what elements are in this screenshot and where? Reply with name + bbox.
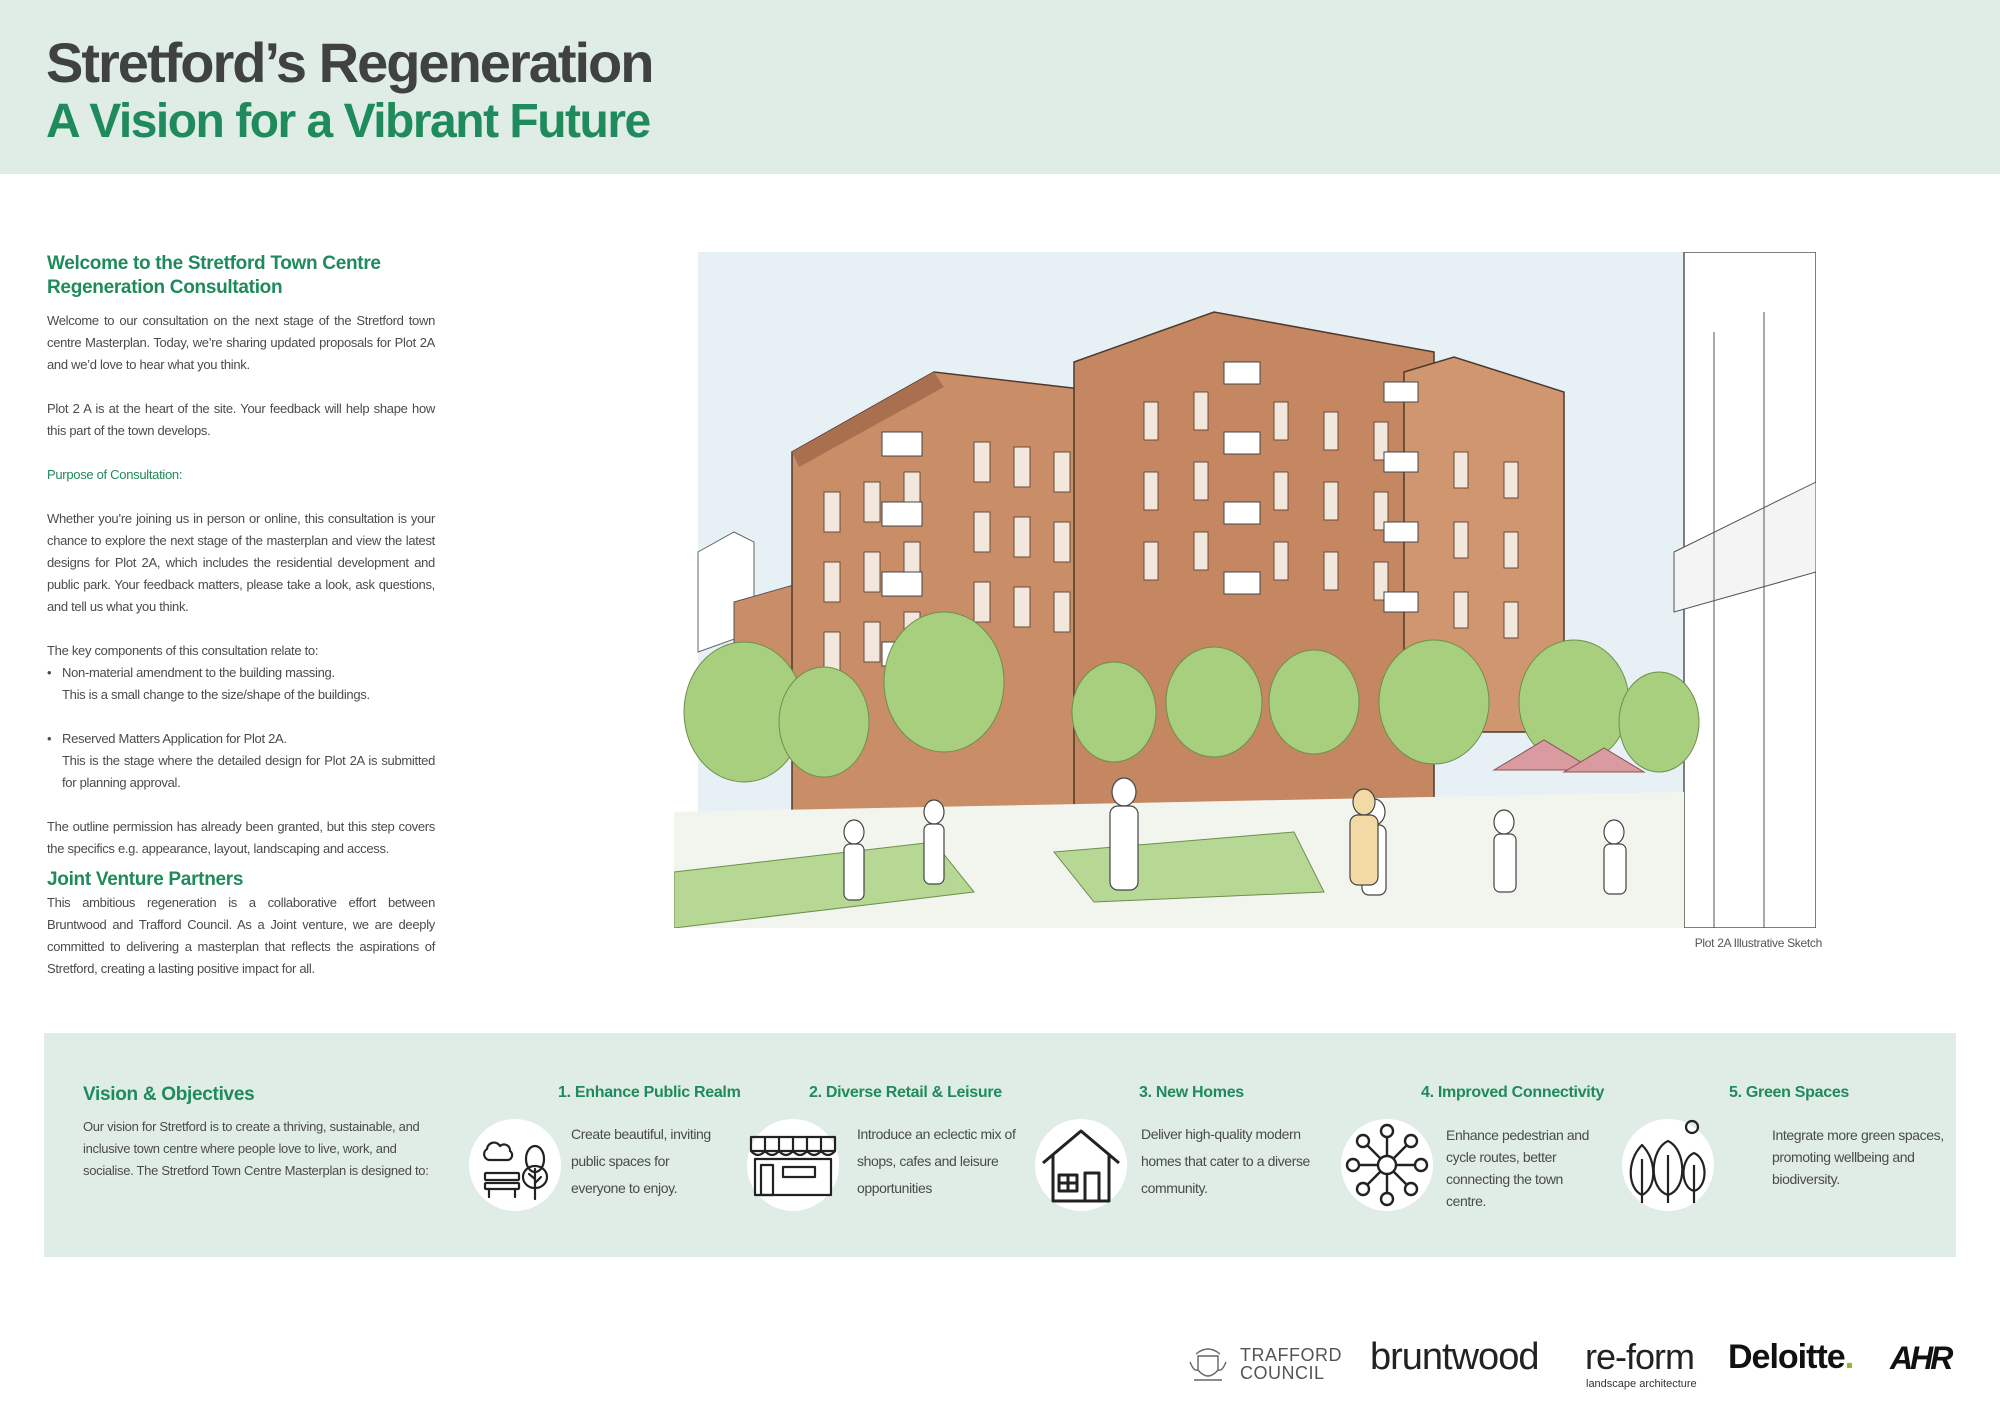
- network-hub-icon: [1341, 1119, 1433, 1211]
- trees-icon: [1622, 1119, 1714, 1211]
- objective-title: 3. New Homes: [1139, 1084, 1244, 1101]
- objective-title: 5. Green Spaces: [1729, 1084, 1850, 1101]
- intro-paragraph-3: Whether you’re joining us in person or online, this consultation is your chance to explore the next stage of the masterplan and view the latest designs for Plot 2A, which includes the residential development and public park. Your feedback matters, please take a look, ask questions, and tell us what you think.: [47, 511, 435, 614]
- intro-column: [47, 252, 435, 980]
- bullet-item: [47, 662, 435, 706]
- bullet-title: • Non-material amendment to the building massing.: [62, 665, 335, 680]
- objective-text: Integrate more green spaces, promoting wellbeing and biodiversity.: [1772, 1127, 1944, 1187]
- trafford-council-logo: [1240, 1346, 1342, 1382]
- shopfront-icon: [747, 1119, 839, 1211]
- objective-text: Enhance pedestrian and cycle routes, better connecting the town centre.: [1446, 1127, 1589, 1209]
- deloitte-logo: [1728, 1338, 1853, 1377]
- objective-text: Deliver high-quality modern homes that cater to a diverse community.: [1141, 1126, 1310, 1196]
- page-subtitle: A Vision for a Vibrant Future: [46, 95, 650, 148]
- objective-text: Introduce an eclectic mix of shops, cafes and leisure opportunities: [857, 1126, 1016, 1196]
- deloitte-logo-dot: .: [1844, 1338, 1854, 1376]
- vision-block: [83, 1084, 433, 1182]
- components-intro: The key components of this consultation relate to:: [47, 643, 319, 658]
- intro-paragraph-1: Welcome to our consultation on the next stage of the Stretford town centre Masterplan. Today, we’re sharing updated proposals for Plot 2A and we’d love to hear what you think.: [47, 313, 435, 372]
- bullet-title: • Reserved Matters Application for Plot 2A.: [62, 731, 287, 746]
- reform-logo-subtitle: landscape architecture: [1586, 1378, 1697, 1390]
- objective-title: 1. Enhance Public Realm: [558, 1084, 741, 1101]
- objective-title: 2. Diverse Retail & Leisure: [809, 1084, 1002, 1101]
- partner-logos: [1180, 1332, 1960, 1398]
- plot-2a-sketch-image: [674, 252, 1816, 928]
- partners-text: This ambitious regeneration is a collaborative effort between Bruntwood and Trafford Council. As a Joint venture, we are deeply committed to delivering a masterplan that reflects the aspirations of Stretford, creating a lasting positive impact for all.: [47, 895, 435, 976]
- intro-paragraph-2: Plot 2 A is at the heart of the site. Your feedback will help shape how this part of the town develops.: [47, 401, 435, 438]
- objective-text: Create beautiful, inviting public spaces for everyone to enjoy.: [571, 1126, 711, 1196]
- bullet-detail: This is a small change to the size/shape of the buildings.: [62, 687, 370, 702]
- ahr-logo: AHR: [1890, 1340, 1951, 1376]
- intro-paragraph-4: The outline permission has already been granted, but this step covers the specifics e.g. appearance, layout, landscaping and access.: [47, 819, 435, 856]
- purpose-label: Purpose of Consultation:: [47, 467, 183, 482]
- reform-logo: re-form: [1585, 1336, 1694, 1377]
- house-icon: [1035, 1119, 1127, 1211]
- trafford-logo-line1: TRAFFORD: [1240, 1345, 1342, 1365]
- intro-heading: Welcome to the Stretford Town Centre Regeneration Consultation: [47, 253, 381, 298]
- park-bench-tree-icon: [469, 1119, 561, 1211]
- bullet-detail: This is the stage where the detailed design for Plot 2A is submitted for planning approval.: [62, 753, 435, 790]
- header-banner: [0, 0, 2000, 174]
- vision-heading: Vision & Objectives: [83, 1084, 255, 1105]
- vision-text: Our vision for Stretford is to create a thriving, sustainable, and inclusive town centre where people love to live, work, and socialise. The Stretford Town Centre Masterplan is designed to:: [83, 1119, 429, 1178]
- trafford-crest-icon: [1188, 1342, 1228, 1391]
- sketch-caption: Plot 2A Illustrative Sketch: [1694, 936, 1822, 950]
- trafford-logo-line2: COUNCIL: [1240, 1363, 1325, 1383]
- bullet-item: [47, 728, 435, 794]
- partners-heading: Joint Venture Partners: [47, 869, 244, 890]
- bruntwood-logo: bruntwood: [1370, 1336, 1539, 1378]
- objective-title: 4. Improved Connectivity: [1421, 1084, 1605, 1101]
- deloitte-logo-text: Deloitte: [1728, 1338, 1845, 1376]
- page-title: Stretford’s Regeneration: [46, 31, 653, 94]
- vision-objectives-band: [44, 1033, 1956, 1257]
